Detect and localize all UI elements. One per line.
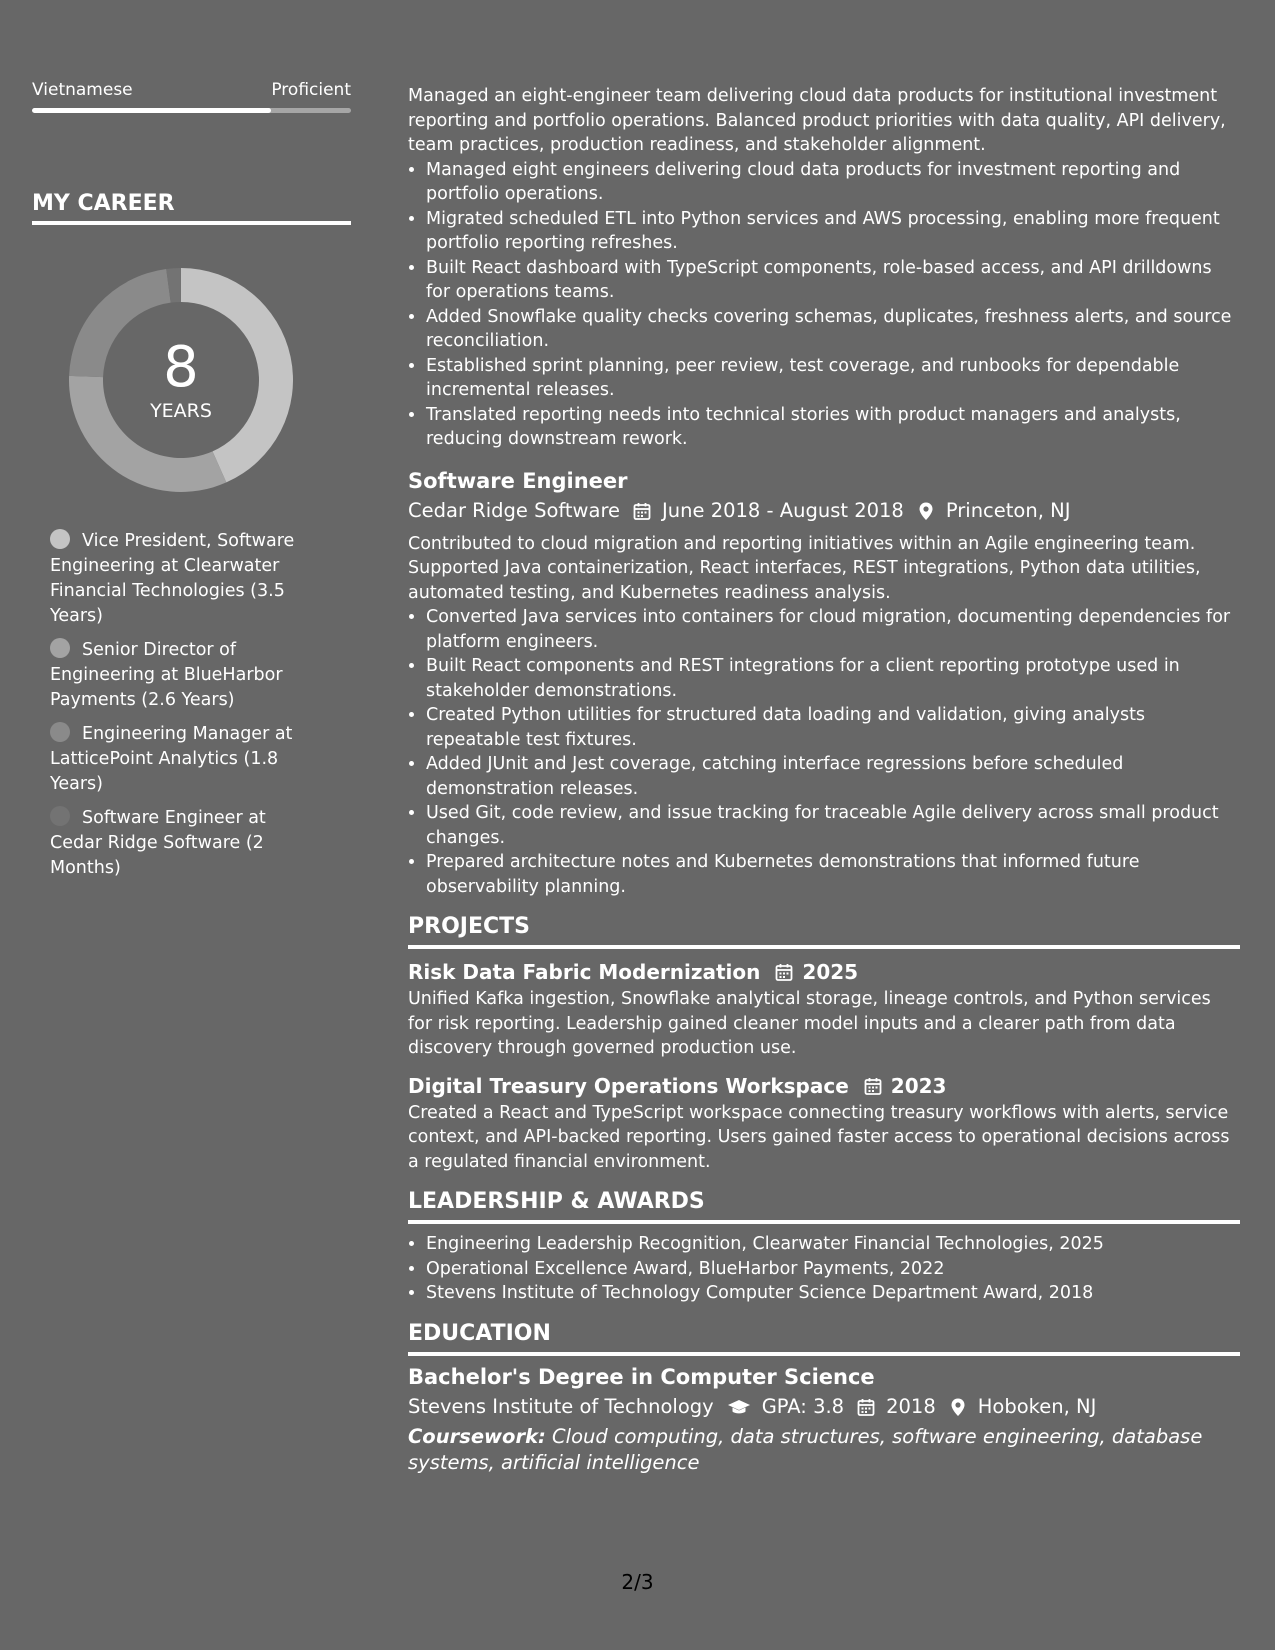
project-description: Created a React and TypeScript workspace connecting treasury workflows with alerts, service context, and API-backed reporting. Users gained faster access to operational decisions across a regulated financial environment. — [408, 1102, 1230, 1172]
project-description: Unified Kafka ingestion, Snowflake analytical storage, lineage controls, and Python services for risk reporting. Leadership gained cleaner model inputs and a clearer path from data discovery through governed production use. — [408, 989, 1211, 1058]
projects-section-title: PROJECTS — [408, 913, 1240, 949]
company-name: Cedar Ridge Software — [408, 498, 621, 522]
bullet-item: • Managed eight engineers delivering cloud data products for investment reporting and portfolio operations. — [426, 158, 1240, 207]
awards-list — [408, 1232, 1240, 1306]
bullet-item: • Prepared architecture notes and Kubernetes demonstrations that informed future observability planning. — [426, 850, 1240, 899]
language-name: Vietnamese — [32, 80, 133, 100]
bullet-item: • Added JUnit and Jest coverage, catching interface regressions before scheduled demonstration releases. — [426, 752, 1240, 801]
language-proficiency-fill — [32, 108, 271, 113]
school-name: Stevens Institute of Technology — [408, 1394, 714, 1418]
school-location: Hoboken, NJ — [977, 1394, 1097, 1418]
education-meta — [408, 1392, 1240, 1422]
career-section-title: MY CAREER — [32, 191, 351, 225]
gpa: GPA: 3.8 — [761, 1394, 845, 1418]
project-title-row — [408, 957, 1240, 987]
calendar-icon — [856, 1397, 876, 1417]
project-name: Risk Data Fabric Modernization — [408, 960, 761, 984]
job-meta — [408, 496, 1240, 526]
degree-title: Bachelor's Degree in Computer Science — [408, 1364, 875, 1389]
bullet-item: • Used Git, code review, and issue tracking for traceable Agile delivery across small product changes. — [426, 801, 1240, 850]
graduation-cap-icon — [726, 1397, 752, 1417]
total-years-number: 8 — [163, 335, 199, 400]
job-title: Software Engineer — [408, 468, 628, 493]
calendar-icon — [632, 501, 652, 521]
awards-section-title: LEADERSHIP & AWARDS — [408, 1188, 1240, 1224]
coursework-text: Cloud computing, data structures, software engineering, database systems, artificial intelligence — [408, 1424, 1203, 1474]
language-row — [32, 80, 351, 100]
career-donut-chart — [66, 265, 296, 495]
bullet-item: • Translated reporting needs into technical stories with product managers and analysts, reducing downstream rework. — [426, 403, 1240, 452]
project-title-row — [408, 1071, 1240, 1101]
bullet-item: • Migrated scheduled ETL into Python services and AWS processing, enabling more frequent portfolio reporting refreshes. — [426, 207, 1240, 256]
job-bullets — [408, 158, 1240, 452]
language-proficiency-bar — [32, 108, 351, 113]
legend-dot-icon — [50, 529, 70, 549]
main-content — [408, 84, 1240, 1476]
education-section-title: EDUCATION — [408, 1320, 1240, 1356]
job-dates: June 2018 - August 2018 — [662, 498, 904, 522]
career-legend-label: Senior Director of Engineering at BlueHarbor Payments (2.6 Years) — [50, 640, 283, 710]
calendar-icon — [863, 1076, 883, 1096]
graduation-year: 2018 — [886, 1394, 936, 1418]
coursework-label: Coursework: — [408, 1424, 546, 1448]
legend-dot-icon — [50, 638, 70, 658]
career-legend-label: Vice President, Software Engineering at Clearwater Financial Technologies (3.5 Years) — [50, 531, 295, 626]
project-year: 2023 — [890, 1073, 947, 1098]
job-summary: Contributed to cloud migration and reporting initiatives within an Agile engineering team. Supported Java containerization, React interfaces, REST integrations, Python data utilities, automated testing, and Kubernetes readiness analysis. — [408, 533, 1201, 603]
career-legend-item — [50, 806, 315, 881]
career-legend-label: Engineering Manager at LatticePoint Analytics (1.8 Years) — [50, 724, 293, 794]
project-item — [408, 1071, 1240, 1175]
project-year: 2025 — [802, 960, 859, 984]
map-pin-icon — [948, 1397, 968, 1417]
projects-list — [408, 957, 1240, 1174]
job-summary: Managed an eight-engineer team delivering cloud data products for institutional investment reporting and portfolio operations. Balanced product priorities with data quality, API delivery, team practices, production readiness, and stakeholder alignment. — [408, 86, 1226, 155]
sidebar — [32, 80, 351, 890]
project-item — [408, 957, 1240, 1061]
bullet-item: • Built React dashboard with TypeScript components, role-based access, and API drilldowns for operations teams. — [426, 256, 1240, 305]
career-legend-item — [50, 638, 315, 713]
map-pin-icon — [916, 501, 936, 521]
career-legend-label: Software Engineer at Cedar Ridge Software (2 Months) — [50, 808, 266, 878]
job-bullets — [408, 605, 1240, 899]
project-name: Digital Treasury Operations Workspace — [408, 1073, 849, 1098]
bullet-item: • Established sprint planning, peer review, test coverage, and runbooks for dependable incremental releases. — [426, 354, 1240, 403]
bullet-item: • Operational Excellence Award, BlueHarbor Payments, 2022 — [426, 1257, 1240, 1282]
bullet-item: • Stevens Institute of Technology Computer Science Department Award, 2018 — [426, 1281, 1240, 1306]
calendar-icon — [774, 962, 794, 982]
bullet-item: • Added Snowflake quality checks covering schemas, duplicates, freshness alerts, and source reconciliation. — [426, 305, 1240, 354]
legend-dot-icon — [50, 806, 70, 826]
bullet-item: • Converted Java services into containers for cloud migration, documenting dependencies for platform engineers. — [426, 605, 1240, 654]
page-number: 2/3 — [621, 1570, 654, 1594]
career-legend — [50, 529, 315, 881]
donut-center — [66, 265, 296, 495]
language-level: Proficient — [271, 80, 351, 100]
bullet-item: • Engineering Leadership Recognition, Clearwater Financial Technologies, 2025 — [426, 1232, 1240, 1257]
job-location: Princeton, NJ — [945, 498, 1071, 522]
career-legend-item — [50, 529, 315, 629]
bullet-item: • Built React components and REST integrations for a client reporting prototype used in stakeholder demonstrations. — [426, 654, 1240, 703]
bullet-item: • Created Python utilities for structured data loading and validation, giving analysts repeatable test fixtures. — [426, 703, 1240, 752]
coursework — [408, 1424, 1240, 1476]
total-years-unit: YEARS — [150, 400, 212, 422]
legend-dot-icon — [50, 722, 70, 742]
career-legend-item — [50, 722, 315, 797]
